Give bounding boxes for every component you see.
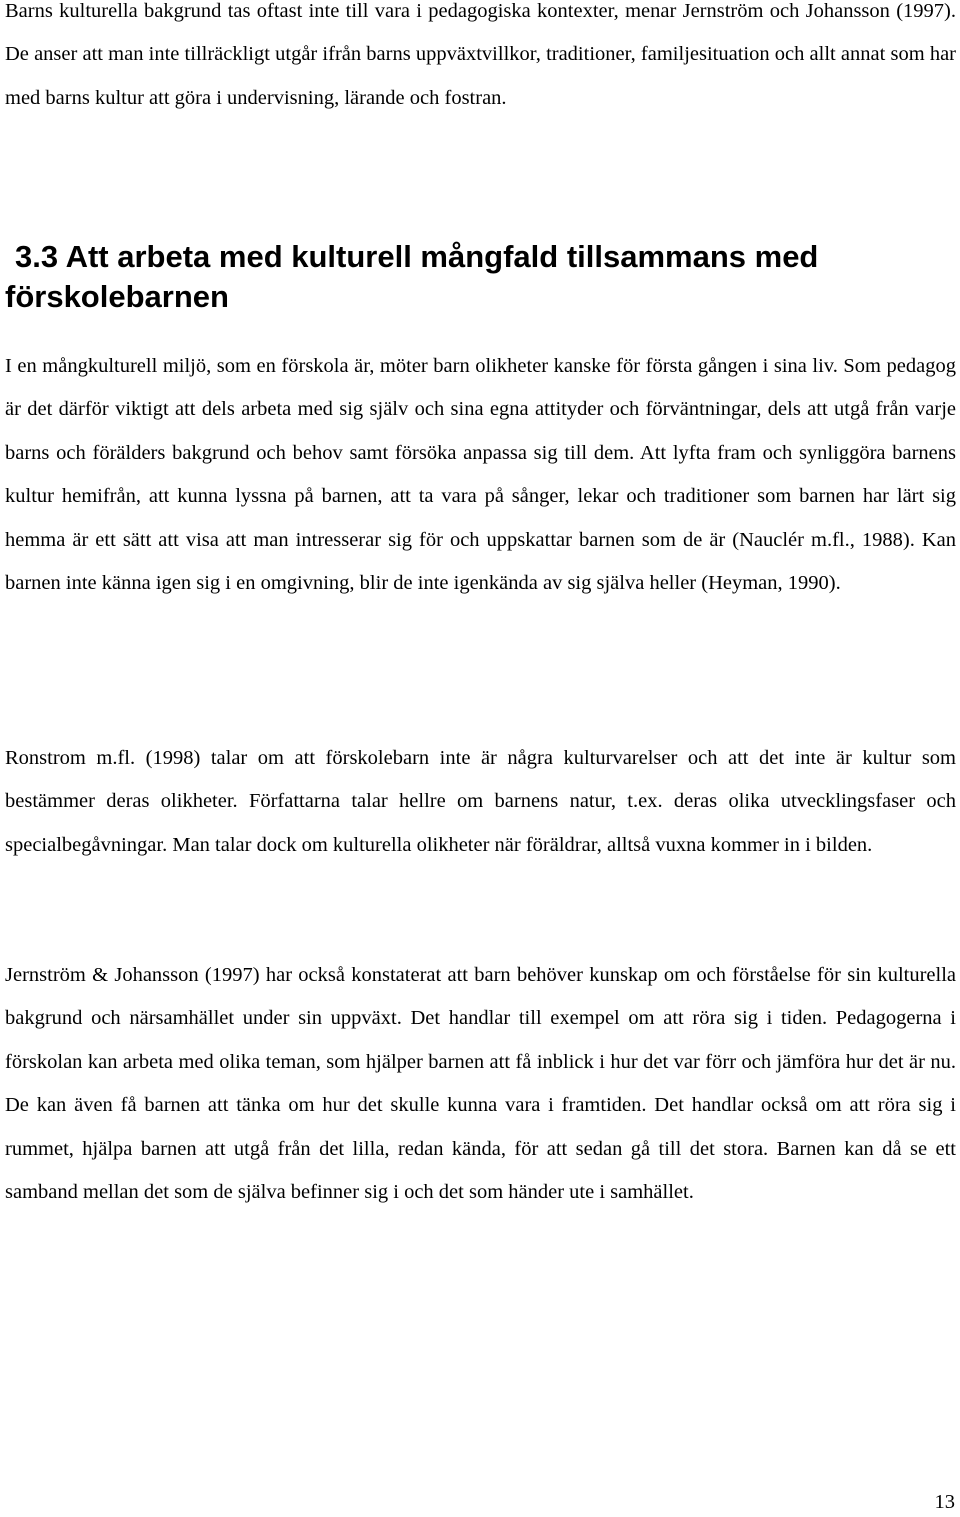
body-paragraph: I en mångkulturell miljö, som en förskola är, möter barn olikheter kanske för första gången i sina liv. Som pedagog är det därför viktigt att dels arbeta med sig själv och sina egna attityder och förväntningar, dels att utgå från varje barns och förälders bakgrund och behov samt försöka anpassa sig till dem. Att lyfta fram och synliggöra barnens kultur hemifrån, att kunna lyssna på barnen, att ta vara på sånger, lekar och traditioner som barnen har lärt sig hemma är ett sätt att visa att man intresserar sig för och uppskattar barnen som de är (Nauclér m.fl., 1988). Kan barnen inte känna igen sig i en omgivning, blir de inte igenkända av sig själva heller (Heyman, 1990). — [5, 355, 956, 595]
body-paragraph: Barns kulturella bakgrund tas oftast inte till vara i pedagogiska kontexter, menar Jernström och Johansson (1997). De anser att man inte tillräckligt utgår ifrån barns uppväxtvillkor, traditioner, familjesituation och allt annat som har med barns kultur att göra i undervisning, lärande och fostran. — [5, 0, 956, 109]
body-paragraph: Ronstrom m.fl. (1998) talar om att förskolebarn inte är några kulturvarelser och att det inte är kultur som bestämmer deras olikheter. Författarna talar hellre om barnens natur, t.ex. deras olika utvecklingsfaser och specialbegåvningar. Man talar dock om kulturella olikheter när föräldrar, alltså vuxna kommer in i bilden. — [5, 747, 956, 856]
section-heading — [5, 237, 956, 317]
section-title: Att arbeta med kulturell mångfald tillsammans med förskolebarnen — [5, 239, 819, 314]
section-number: 3.3 — [15, 239, 59, 274]
body-paragraph: Jernström & Johansson (1997) har också konstaterat att barn behöver kunskap om och förståelse för sin kulturella bakgrund och närsamhället under sin uppväxt. Det handlar till exempel om att röra sig i tiden. Pedagogerna i förskolan kan arbeta med olika teman, som hjälper barnen att få inblick i hur det var förr och jämföra hur det är nu. De kan även få barnen att tänka om hur det skulle kunna vara i framtiden. Det handlar också om att röra sig i rummet, hjälpa barnen att utgå från det lilla, redan kända, för att sedan gå till det stora. Barnen kan då se ett samband mellan det som de själva befinner sig i och det som händer ute i samhället. — [5, 964, 956, 1204]
page-number: 13 — [934, 1491, 955, 1513]
